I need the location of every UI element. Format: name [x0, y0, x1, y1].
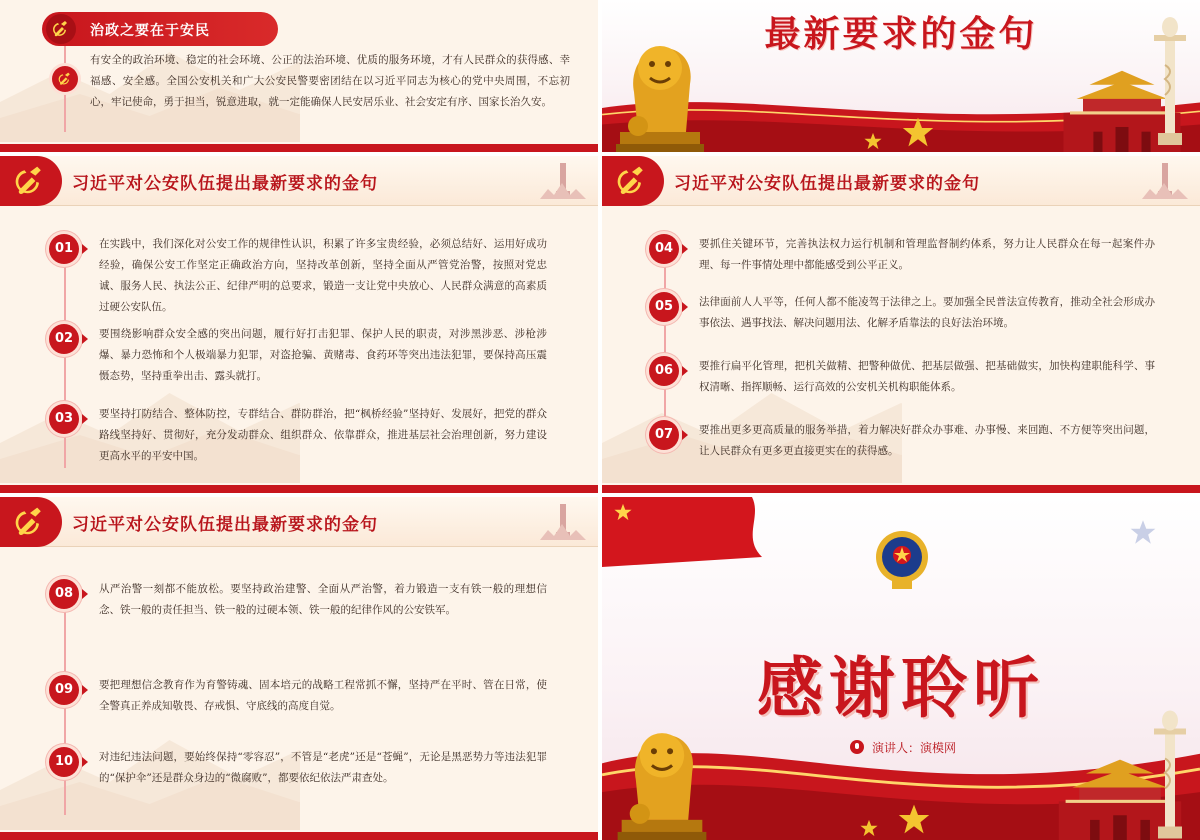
item-text: 要推行扁平化管理，把机关做精、把警种做优、把基层做强、把基础做实，加快构建职能科学、事权清晰、指挥顺畅、运行高效的公安机关机构职能体系。	[699, 360, 1155, 393]
item-text: 要推出更多更高质量的服务举措，着力解决好群众办事难、办事慢、来回跑、不方便等突出问题，让人民群众有更多更直接更实在的获得感。	[699, 424, 1155, 457]
slide-5[interactable]	[0, 497, 598, 840]
header-title: 习近平对公安队伍提出最新要求的金句	[72, 174, 378, 194]
list-item	[49, 747, 549, 811]
hammer-sickle-icon	[46, 14, 76, 44]
microphone-icon	[850, 740, 864, 754]
item-text: 对违纪违法问题，要始终保持“零容忍”，不管是“老虎”还是“苍蝇”，无论是黑恶势力等违法犯罪的“保护伞”还是群众身边的“微腐败”，都要依纪依法严肃查处。	[99, 751, 547, 784]
slide-4[interactable]	[602, 156, 1200, 493]
item-number: 02	[49, 324, 79, 354]
item-number: 06	[649, 356, 679, 386]
section-pill-title: 治政之要在于安民	[90, 23, 210, 39]
lion-statue-icon	[610, 719, 714, 840]
bottom-bar	[602, 485, 1200, 493]
bottom-bar	[0, 144, 598, 152]
bottom-bar	[0, 832, 598, 840]
slide-2[interactable]	[602, 0, 1200, 152]
slide-header	[602, 156, 1200, 206]
item-number: 01	[49, 234, 79, 264]
star-icon	[864, 132, 882, 150]
item-number: 10	[49, 747, 79, 777]
item-text: 从严治警一刻都不能放松。要坚持政治建警、全面从严治警，着力锻造一支有铁一般的理想信念、铁一般的责任担当、铁一般的过硬本领、铁一般的纪律作风的公安铁军。	[99, 583, 547, 616]
hammer-sickle-icon	[52, 66, 78, 92]
star-icon	[860, 819, 878, 837]
item-number: 08	[49, 579, 79, 609]
item-number: 04	[649, 234, 679, 264]
star-icon	[1130, 519, 1156, 545]
slide-2-title: 最新要求的金句	[764, 13, 1038, 55]
item-text: 在实践中，我们深化对公安工作的规律性认识，积累了许多宝贵经验，必须总结好、运用好成功经验，确保公安工作坚定正确政治方向，坚持改革创新，坚持全面从严管党治警，按照对党忠诚、服务人民、执法公正、纪律严明的总要求，锻造一支让党中央放心、人民群众满意的高素质过硬公安队伍。	[99, 238, 547, 313]
item-number: 07	[649, 420, 679, 450]
police-badge-icon	[874, 529, 930, 591]
monument-icon	[1140, 161, 1190, 201]
header-emblem	[0, 156, 62, 206]
item-text: 要抓住关键环节，完善执法权力运行机制和管理监督制约体系，努力让人民群众在每一起案件办理、每一件事情处理中都能感受到公平正义。	[699, 238, 1155, 271]
huabiao-pillar-icon	[1150, 8, 1190, 152]
lion-statue-icon	[610, 32, 710, 152]
list-item	[649, 356, 1159, 400]
slide-1-body: 有安全的政治环境、稳定的社会环境、公正的法治环境、优质的服务环境，才有人民群众的获得感、幸福感、安全感。全国公安机关和广大公安民警要密团结在以习近平同志为核心的党中央周围，不忘初心，牢记使命，勇于担当，锐意进取，就一定能确保人民安居乐业、社会安定有序、国家长治久安。	[90, 54, 570, 108]
item-number: 03	[49, 404, 79, 434]
slide-header	[0, 497, 598, 547]
presenter-line	[850, 739, 956, 756]
slide-header	[0, 156, 598, 206]
thanks-title: 感谢聆听	[757, 649, 1045, 727]
list-item	[649, 420, 1159, 464]
item-text: 要把理想信念教育作为育警铸魂、固本培元的战略工程常抓不懈，坚持严在平时、管在日常，使全警真正养成知敬畏、存戒惧、守底线的高度自觉。	[99, 679, 547, 712]
item-text: 要坚持打防结合、整体防控，专群结合、群防群治，把“枫桥经验”坚持好、发展好，把党的群众路线坚持好、贯彻好，充分发动群众、组织群众、依靠群众，推进基层社会治理创新，努力建设更高水平的平安中国。	[99, 408, 547, 462]
header-emblem	[602, 156, 664, 206]
list-item	[49, 579, 549, 643]
slide-6[interactable]	[602, 497, 1200, 840]
list-item	[49, 404, 549, 468]
header-title: 习近平对公安队伍提出最新要求的金句	[674, 174, 980, 194]
hammer-sickle-icon	[12, 504, 48, 540]
item-text: 要围绕影响群众安全感的突出问题，履行好打击犯罪、保护人民的职责，对涉黑涉恶、涉枪涉爆、暴力恐怖和个人极端暴力犯罪，对盗抢骗、黄赌毒、食药环等突出违法犯罪，要保持高压震慑态势，坚持重拳出击、露头就打。	[99, 328, 547, 382]
star-icon	[898, 803, 930, 835]
item-number: 09	[49, 675, 79, 705]
hammer-sickle-icon	[614, 163, 650, 199]
hammer-sickle-icon	[12, 163, 48, 199]
header-emblem	[0, 497, 62, 547]
bottom-bar	[0, 485, 598, 493]
flag-icon	[602, 497, 772, 567]
slide-3[interactable]	[0, 156, 598, 493]
header-title: 习近平对公安队伍提出最新要求的金句	[72, 515, 378, 535]
monument-icon	[538, 502, 588, 542]
item-number: 05	[649, 292, 679, 322]
item-text: 法律面前人人平等，任何人都不能凌驾于法律之上。要加强全民普法宣传教育，推动全社会形成办事依法、遇事找法、解决问题用法、化解矛盾靠法的良好法治环境。	[699, 296, 1155, 329]
presenter-text: 演讲人：演模网	[872, 741, 957, 755]
list-item	[649, 234, 1159, 278]
list-item	[49, 675, 549, 719]
list-item	[49, 324, 549, 388]
monument-icon	[538, 161, 588, 201]
slide-1[interactable]	[0, 0, 598, 152]
list-item	[649, 292, 1159, 336]
list-item	[49, 234, 549, 318]
star-icon	[902, 116, 934, 148]
huabiao-pillar-icon	[1150, 707, 1190, 840]
